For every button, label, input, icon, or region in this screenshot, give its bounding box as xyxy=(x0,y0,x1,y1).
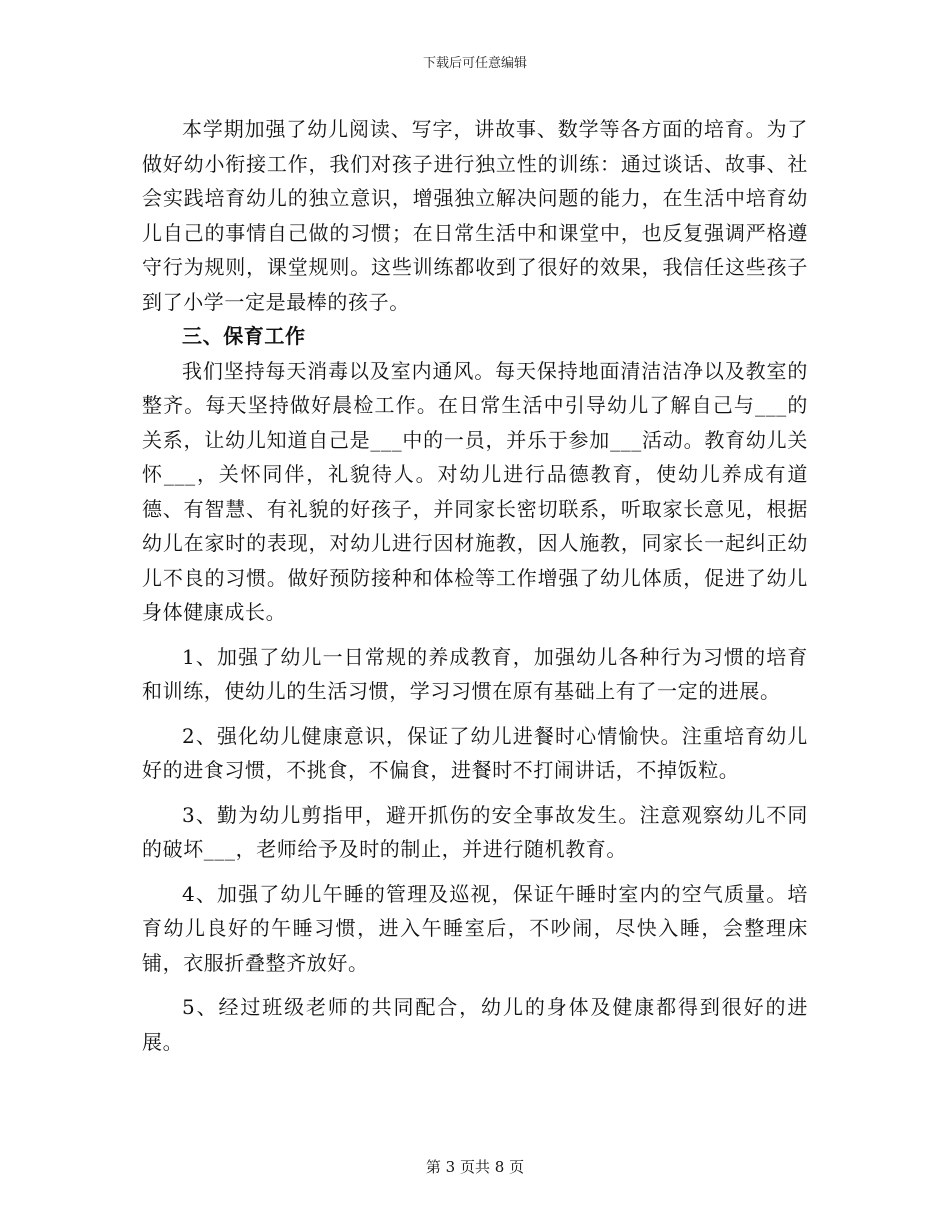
list-item-1: 1、加强了幼儿一日常规的养成教育，加强幼儿各种行为习惯的培育和训练，使幼儿的生活习惯，学习习惯在原有基础上有了一定的进展。 xyxy=(142,644,808,703)
spacer xyxy=(142,788,808,798)
spacer xyxy=(142,980,808,990)
list-item-3: 3、勤为幼儿剪指甲，避开抓伤的安全事故发生。注意观察幼儿不同的破坏___，老师给予及时的制止，并进行随机教育。 xyxy=(142,802,808,861)
document-body xyxy=(142,112,808,1059)
spacer xyxy=(142,709,808,719)
list-item-4: 4、加强了幼儿午睡的管理及巡视，保证午睡时室内的空气质量。培育幼儿良好的午睡习惯，进入午睡室后，不吵闹，尽快入睡，会整理床铺，衣服折叠整齐放好。 xyxy=(142,881,808,975)
section-heading-care-work: 三、保育工作 xyxy=(182,324,306,348)
spacer xyxy=(142,867,808,877)
list-item-2: 2、强化幼儿健康意识，保证了幼儿进餐时心情愉快。注重培育幼儿好的进食习惯，不挑食，不偏食，进餐时不打闹讲话，不掉饭粒。 xyxy=(142,723,808,782)
paragraph-care-work: 我们坚持每天消毒以及室内通风。每天保持地面清洁洁净以及教室的整齐。每天坚持做好晨检工作。在日常生活中引导幼儿了解自己与___的关系，让幼儿知道自己是___中的一员，并乐于参加___活动。教育幼儿关怀___，关怀同伴，礼貌待人。对幼儿进行品德教育，使幼儿养成有道德、有智慧、有礼貌的好孩子，并同家长密切联系，听取家长意见，根据幼儿在家时的表现，对幼儿进行因材施教，因人施教，同家长一起纠正幼儿不良的习惯。做好预防接种和体检等工作增强了幼儿体质，促进了幼儿身体健康成长。 xyxy=(142,358,808,624)
paragraph-reading-writing: 本学期加强了幼儿阅读、写字，讲故事、数学等各方面的培育。为了做好幼小衔接工作，我们对孩子进行独立性的训练：通过谈话、故事、社会实践培育幼儿的独立意识，增强独立解决问题的能力，在生活中培育幼儿自己的事情自己做的习惯；在日常生活中和课堂中，也反复强调严格遵守行为规则，课堂规则。这些训练都收到了很好的效果，我信任这些孩子到了小学一定是最棒的孩子。 xyxy=(142,117,808,314)
page-number-footer: 第 3 页共 8 页 xyxy=(425,1158,525,1176)
list-item-5: 5、经过班级老师的共同配合，幼儿的身体及健康都得到很好的进展。 xyxy=(142,995,808,1054)
spacer xyxy=(142,630,808,640)
page-header: 下载后可任意编辑 xyxy=(422,56,527,71)
